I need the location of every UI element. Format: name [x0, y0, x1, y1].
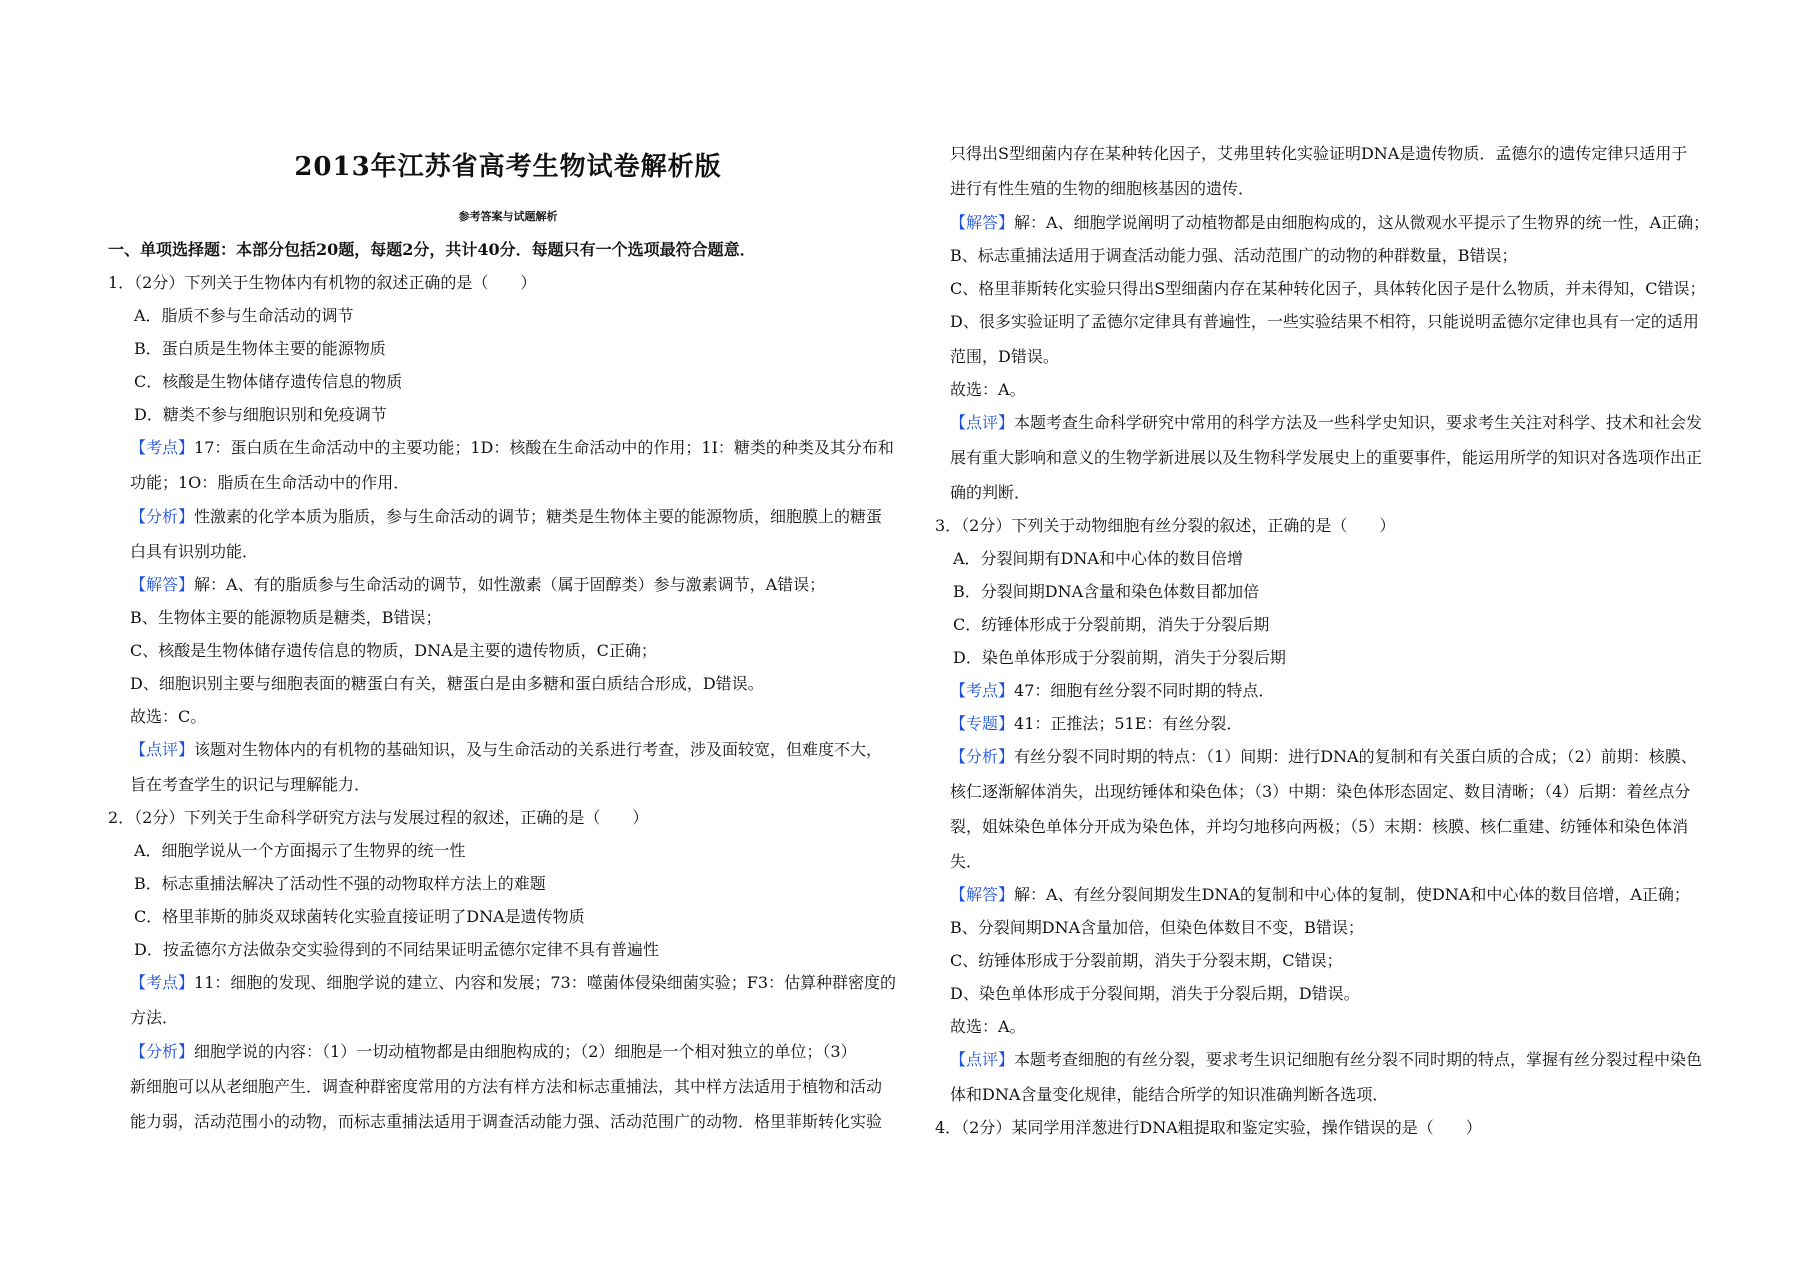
line-text: 核仁逐渐解体消失，出现纺锤体和染色体；（3）中期：染色体形态固定、数目清晰；（4）后期：着丝点分 — [950, 782, 1691, 801]
line-text: 解：A、有丝分裂间期发生DNA的复制和中心体的复制，使DNA和中心体的数目倍增，A正确； — [1014, 885, 1690, 904]
text-line — [950, 480, 1030, 503]
text-line — [130, 671, 764, 694]
text-line — [950, 981, 1360, 1004]
line-text: 有丝分裂不同时期的特点：（1）间期：进行DNA的复制和有关蛋白质的合成；（2）前期：核膜、 — [1014, 747, 1697, 766]
text-line — [130, 638, 657, 661]
text-line — [130, 1109, 882, 1132]
line-text: A．细胞学说从一个方面揭示了生物界的统一性 — [134, 841, 466, 860]
line-text: 进行有性生殖的生物的细胞核基因的遗传． — [950, 179, 1255, 198]
text-line — [950, 1047, 1702, 1070]
line-text: C．格里菲斯的肺炎双球菌转化实验直接证明了DNA是遗传物质 — [134, 907, 585, 926]
text-line — [108, 270, 536, 293]
text-line — [134, 303, 354, 326]
line-text: 本题考查细胞的有丝分裂，要求考生识记细胞有丝分裂不同时期的特点，掌握有丝分裂过程中染色 — [1014, 1050, 1703, 1069]
line-text: B．标志重捕法解决了活动性不强的动物取样方法上的难题 — [134, 874, 546, 893]
text-line — [950, 344, 1059, 367]
line-text: 3．（2分）下列关于动物细胞有丝分裂的叙述，正确的是（ ） — [935, 516, 1396, 535]
text-line — [935, 513, 1395, 536]
text-line — [134, 838, 466, 861]
line-text: 故选：C。 — [130, 707, 207, 726]
text-line — [130, 605, 442, 628]
text-line — [130, 970, 896, 993]
line-text: 失． — [950, 852, 983, 871]
text-line — [130, 470, 409, 493]
text-line — [950, 309, 1699, 332]
section-tag: 【分析】 — [950, 747, 1015, 766]
line-text: 4．（2分）某同学用洋葱进行DNA粗提取和鉴定实验，操作错误的是（ ） — [935, 1118, 1482, 1137]
line-text: D．染色单体形成于分裂前期，消失于分裂后期 — [953, 648, 1286, 667]
text-line — [950, 1014, 1026, 1037]
line-text: D、很多实验证明了孟德尔定律具有普遍性，一些实验结果不相符，只能说明孟德尔定律也具有一定的适用 — [950, 312, 1699, 331]
text-line — [950, 410, 1702, 433]
section-tag: 【点评】 — [950, 1050, 1015, 1069]
line-text: 方法． — [130, 1008, 179, 1027]
line-text: B、标志重捕法适用于调查活动能力强、活动范围广的动物的种群数量，B错误； — [950, 246, 1518, 265]
line-text: B．蛋白质是生物体主要的能源物质 — [134, 339, 386, 358]
line-text: 解：A、有的脂质参与生命活动的调节，如性激素（属于固醇类）参与激素调节，A错误； — [194, 575, 826, 594]
text-line — [953, 612, 1269, 635]
text-line — [130, 737, 882, 760]
text-line — [130, 1074, 882, 1097]
page-title: 2013年江苏省高考生物试卷解析版 — [294, 152, 722, 182]
section-tag: 【点评】 — [950, 413, 1015, 432]
text-line — [950, 915, 1364, 938]
page-subtitle: 参考答案与试题解析 — [458, 210, 558, 223]
line-text: 性激素的化学本质为脂质，参与生命活动的调节；糖类是生物体主要的能源物质，细胞膜上的糖蛋 — [194, 507, 883, 526]
line-text: 白具有识别功能． — [130, 542, 259, 561]
text-line — [950, 779, 1690, 802]
section-tag: 【解答】 — [950, 213, 1015, 232]
text-line — [134, 871, 546, 894]
text-line — [950, 849, 982, 872]
section-tag: 【分析】 — [130, 507, 195, 526]
line-text: 47：细胞有丝分裂不同时期的特点． — [1014, 681, 1275, 700]
line-text: A．分裂间期有DNA和中心体的数目倍增 — [953, 549, 1243, 568]
line-text: 41：正推法；51E：有丝分裂． — [1014, 714, 1243, 733]
section-tag: 【考点】 — [130, 973, 195, 992]
line-text: 故选：A。 — [950, 380, 1026, 399]
line-text: 裂，姐妹染色单体分开成为染色体，并均匀地移向两极；（5）末期：核膜、核仁重建、纺锤体和染色体消 — [950, 817, 1689, 836]
line-text: 能力弱，活动范围小的动物，而标志重捕法适用于调查活动能力强、活动范围广的动物．格里菲斯转化实验 — [130, 1112, 883, 1131]
text-line — [950, 210, 1709, 233]
text-line — [950, 276, 1705, 299]
line-text: 解：A、细胞学说阐明了动植物都是由细胞构成的，这从微观水平提示了生物界的统一性，A正确； — [1014, 213, 1710, 232]
text-line — [130, 435, 894, 458]
line-text: 范围，D错误。 — [950, 347, 1059, 366]
line-text: C、核酸是生物体储存遗传信息的物质，DNA是主要的遗传物质，C正确； — [130, 641, 657, 660]
line-text: 该题对生物体内的有机物的基础知识，及与生命活动的关系进行考查，涉及面较宽，但难度不大， — [194, 740, 883, 759]
section-heading: 一、单项选择题：本部分包括20题，每题2分，共计40分．每题只有一个选项最符合题意． — [108, 240, 756, 259]
text-line — [950, 141, 1687, 164]
text-line — [130, 1005, 178, 1028]
text-line — [108, 805, 648, 828]
text-line — [134, 369, 402, 392]
line-text: 故选：A。 — [950, 1017, 1026, 1036]
text-line — [953, 546, 1243, 569]
text-line — [950, 814, 1688, 837]
line-text: 旨在考查学生的识记与理解能力． — [130, 775, 371, 794]
text-line — [950, 176, 1254, 199]
line-text: 11：细胞的发现、细胞学说的建立、内容和发展；73：噬菌体侵染细菌实验；F3：估算种群密度的 — [194, 973, 897, 992]
text-line — [130, 772, 370, 795]
line-text: 展有重大影响和意义的生物学新进展以及生物科学发展史上的重要事件，能运用所学的知识对各选项作出正 — [950, 448, 1703, 467]
line-text: C、纺锤体形成于分裂前期，消失于分裂末期，C错误； — [950, 951, 1343, 970]
section-tag: 【解答】 — [950, 885, 1015, 904]
line-text: 新细胞可以从老细胞产生．调查种群密度常用的方法有样方法和标志重捕法，其中样方法适用于植物和活动 — [130, 1077, 883, 1096]
text-line — [950, 1082, 1388, 1105]
line-text: C．核酸是生物体储存遗传信息的物质 — [134, 372, 403, 391]
text-line — [950, 882, 1690, 905]
text-line — [935, 1115, 1482, 1138]
section-tag: 【考点】 — [130, 438, 195, 457]
line-text: B、分裂间期DNA含量加倍，但染色体数目不变，B错误； — [950, 918, 1364, 937]
text-line — [953, 579, 1259, 602]
line-text: B、生物体主要的能源物质是糖类，B错误； — [130, 608, 442, 627]
text-line — [950, 948, 1343, 971]
section-tag: 【解答】 — [130, 575, 195, 594]
line-text: D、细胞识别主要与细胞表面的糖蛋白有关，糖蛋白是由多糖和蛋白质结合形成，D错误。 — [130, 674, 764, 693]
text-line — [130, 572, 825, 595]
line-text: D．按孟德尔方法做杂交实验得到的不同结果证明孟德尔定律不具有普遍性 — [134, 940, 659, 959]
text-line — [950, 377, 1026, 400]
line-text: D．糖类不参与细胞识别和免疫调节 — [134, 405, 387, 424]
line-text: C、格里菲斯转化实验只得出S型细菌内存在某种转化因子，具体转化因子是什么物质，并未得知，C错误； — [950, 279, 1706, 298]
line-text: B．分裂间期DNA含量和染色体数目都加倍 — [953, 582, 1260, 601]
line-text: 本题考查生命科学研究中常用的科学方法及一些科学史知识，要求考生关注对科学、技术和社会发 — [1014, 413, 1703, 432]
line-text: 1．（2分）下列关于生物体内有机物的叙述正确的是（ ） — [108, 273, 537, 292]
text-line — [134, 336, 386, 359]
text-line — [130, 704, 206, 727]
text-line — [953, 645, 1286, 668]
section-tag: 【点评】 — [130, 740, 195, 759]
line-text: 2．（2分）下列关于生命科学研究方法与发展过程的叙述，正确的是（ ） — [108, 808, 649, 827]
line-text: A．脂质不参与生命活动的调节 — [134, 306, 354, 325]
line-text: D、染色单体形成于分裂间期，消失于分裂后期，D错误。 — [950, 984, 1360, 1003]
text-line — [134, 402, 387, 425]
text-line — [950, 243, 1518, 266]
text-line — [950, 744, 1697, 767]
text-line — [134, 937, 659, 960]
text-line — [134, 904, 585, 927]
text-line — [950, 711, 1242, 734]
text-line — [950, 678, 1274, 701]
line-text: 确的判断． — [950, 483, 1031, 502]
text-line — [130, 504, 882, 527]
text-line — [130, 1039, 857, 1062]
line-text: 功能；1O：脂质在生命活动中的作用． — [130, 473, 410, 492]
line-text: 17：蛋白质在生命活动中的主要功能；1D：核酸在生命活动中的作用；1I：糖类的种类及其分布和 — [194, 438, 894, 457]
line-text: 体和DNA含量变化规律，能结合所学的知识准确判断各选项． — [950, 1085, 1389, 1104]
section-tag: 【分析】 — [130, 1042, 195, 1061]
line-text: C．纺锤体形成于分裂前期，消失于分裂后期 — [953, 615, 1270, 634]
line-text: 细胞学说的内容：（1）一切动植物都是由细胞构成的；（2）细胞是一个相对独立的单位；（3） — [194, 1042, 857, 1061]
text-line — [950, 445, 1702, 468]
text-line — [130, 539, 258, 562]
section-tag: 【专题】 — [950, 714, 1015, 733]
section-tag: 【考点】 — [950, 681, 1015, 700]
line-text: 只得出S型细菌内存在某种转化因子，艾弗里转化实验证明DNA是遗传物质．孟德尔的遗传定律只适用于 — [950, 144, 1688, 163]
